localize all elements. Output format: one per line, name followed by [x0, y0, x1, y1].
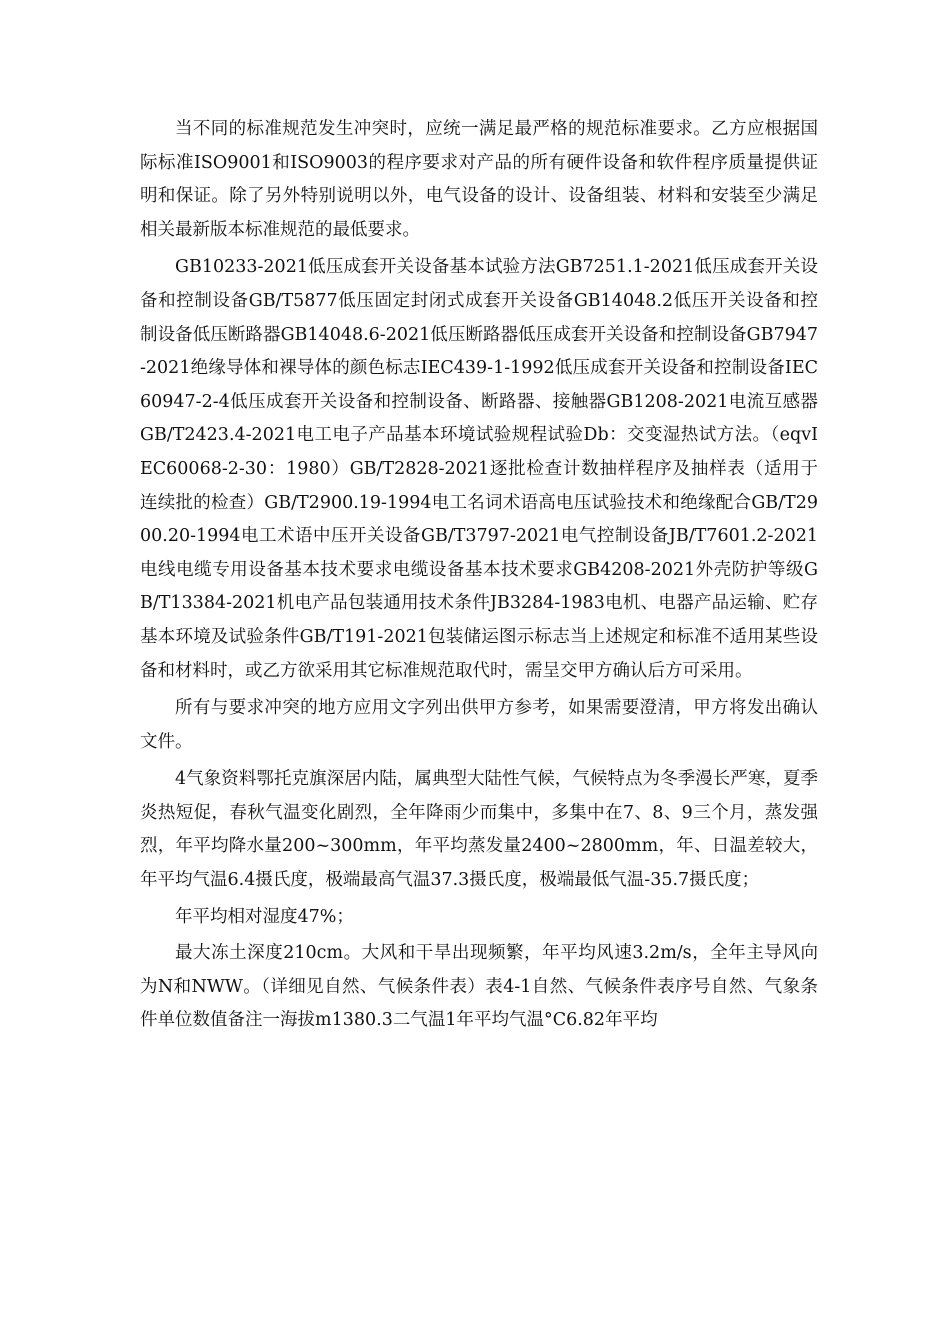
paragraph-frost-wind: 最大冻土深度210cm。大风和干旱出现频繁，年平均风速3.2m/s，全年主导风向为N和NWW。（详细见自然、气候条件表）表4-1自然、气候条件表序号自然、气象条件单位数值备注一海拔m1380.3二气温1年平均气温°C6.82年平均	[140, 943, 818, 1031]
document-body	[140, 113, 818, 1038]
paragraph-humidity: 年平均相对湿度47%；	[175, 906, 354, 927]
paragraph-conflict-clarification: 所有与要求冲突的地方应用文字列出供甲方参考，如果需要澄清，甲方将发出确认文件。	[140, 698, 818, 752]
paragraph-standards-conflict: 当不同的标准规范发生冲突时，应统一满足最严格的规范标准要求。乙方应根据国际标准ISO9001和ISO9003的程序要求对产品的所有硬件设备和软件程序质量提供证明和保证。除了另外特别说明以外，电气设备的设计、设备组装、材料和安装至少满足相关最新版本标准规范的最低要求。	[140, 119, 818, 240]
paragraph-standards-list: GB10233-2021低压成套开关设备基本试验方法GB7251.1-2021低压成套开关设备和控制设备GB/T5877低压固定封闭式成套开关设备GB14048.2低压开关设备和控制设备低压断路器GB14048.6-2021低压断路器低压成套开关设备和控制设备GB7947-2021绝缘导体和裸导体的颜色标志IEC439-1-1992低压成套开关设备和控制设备IEC60947-2-4低压成套开关设备和控制设备、断路器、接触器GB1208-2021电流互感器GB/T2423.4-2021电工电子产品基本环境试验规程试验Db：交变湿热试方法。（eqvIEC60068-2-30：1980）GB/T2828-2021逐批检查计数抽样程序及抽样表（适用于连续批的检查）GB/T2900.19-1994电工名词术语高电压试验技术和绝缘配合GB/T2900.20-1994电工术语中压开关设备GB/T3797-2021电气控制设备JB/T7601.2-2021电线电缆专用设备基本技术要求电缆设备基本技术要求GB4208-2021外壳防护等级GB/T13384-2021机电产品包装通用技术条件JB3284-1983电机、电器产品运输、贮存基本环境及试验条件GB/T191-2021包装储运图示标志当上述规定和标准不适用某些设备和材料时，或乙方欲采用其它标准规范取代时，需呈交甲方确认后方可采用。	[140, 257, 818, 681]
paragraph-climate-data: 4气象资料鄂托克旗深居内陆，属典型大陆性气候，气候特点为冬季漫长严寒，夏季炎热短促，春秋气温变化剧烈，全年降雨少而集中，多集中在7、8、9三个月，蒸发强烈，年平均降水量200~300mm，年平均蒸发量2400~2800mm，年、日温差较大，年平均气温6.4摄氏度，极端最高气温37.3摄氏度，极端最低气温-35.7摄氏度；	[140, 769, 818, 891]
